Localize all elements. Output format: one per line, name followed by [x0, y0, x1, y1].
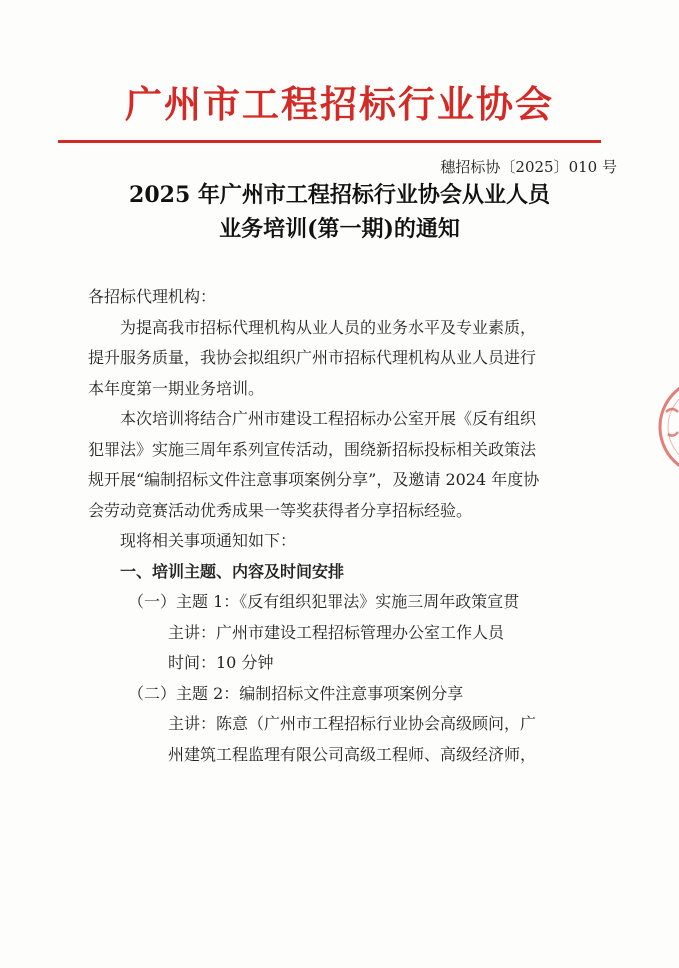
org-header-title: 广州市工程招标行业协会	[125, 82, 554, 126]
item-2-title: （二）主题 2：编制招标文件注意事项案例分享	[128, 683, 464, 703]
seal-icon	[648, 372, 679, 482]
paragraph-2-line-2: 犯罪法》实施三周年系列宣传活动，围绕新招标投标相关政策法	[88, 439, 537, 459]
paragraph-2	[88, 404, 608, 526]
paragraph-1	[88, 313, 608, 405]
paragraph-1-line-3: 本年度第一期业务培训。	[88, 378, 265, 398]
item-1-speaker: 主讲：广州市建设工程招标管理办公室工作人员	[168, 622, 505, 642]
document-title-line-2: 业务培训(第一期)的通知	[219, 216, 460, 242]
paragraph-2-line-3: 规开展“编制招标文件注意事项案例分享”，及邀请 2024 年度协	[88, 470, 540, 489]
paragraph-1-line-2: 提升服务质量，我协会拟组织广州市招标代理机构从业人员进行	[88, 348, 537, 367]
document-number: 穗招标协〔2025〕010 号	[440, 158, 617, 176]
paragraph-3: 现将相关事项通知如下：	[120, 531, 297, 550]
item-1-time: 时间：10 分钟	[168, 653, 274, 672]
item-2-speaker-line-1: 主讲：陈意（广州市工程招标行业协会高级顾问，广	[168, 714, 537, 733]
document-title	[0, 178, 679, 246]
document-title-line-1: 2025 年广州市工程招标行业协会从业人员	[129, 182, 550, 208]
paragraph-2-line-1: 本次培训将结合广州市建设工程招标办公室开展《反有组织	[120, 409, 537, 428]
header-red-rule	[58, 140, 601, 143]
item-1-title: （一）主题 1：《反有组织犯罪法》实施三周年政策宣贯	[128, 592, 520, 611]
salutation: 各招标代理机构：	[88, 287, 217, 306]
item-2-speaker-line-2: 州建筑工程监理有限公司高级工程师、高级经济师，	[168, 744, 537, 764]
section-1-heading: 一、培训主题、内容及时间安排	[120, 561, 345, 581]
paragraph-1-line-1: 为提高我市招标代理机构从业人员的业务水平及专业素质，	[120, 317, 537, 337]
paragraph-2-line-4: 会劳动竞赛活动优秀成果一等奖获得者分享招标经验。	[88, 500, 473, 520]
document-body	[88, 282, 608, 770]
